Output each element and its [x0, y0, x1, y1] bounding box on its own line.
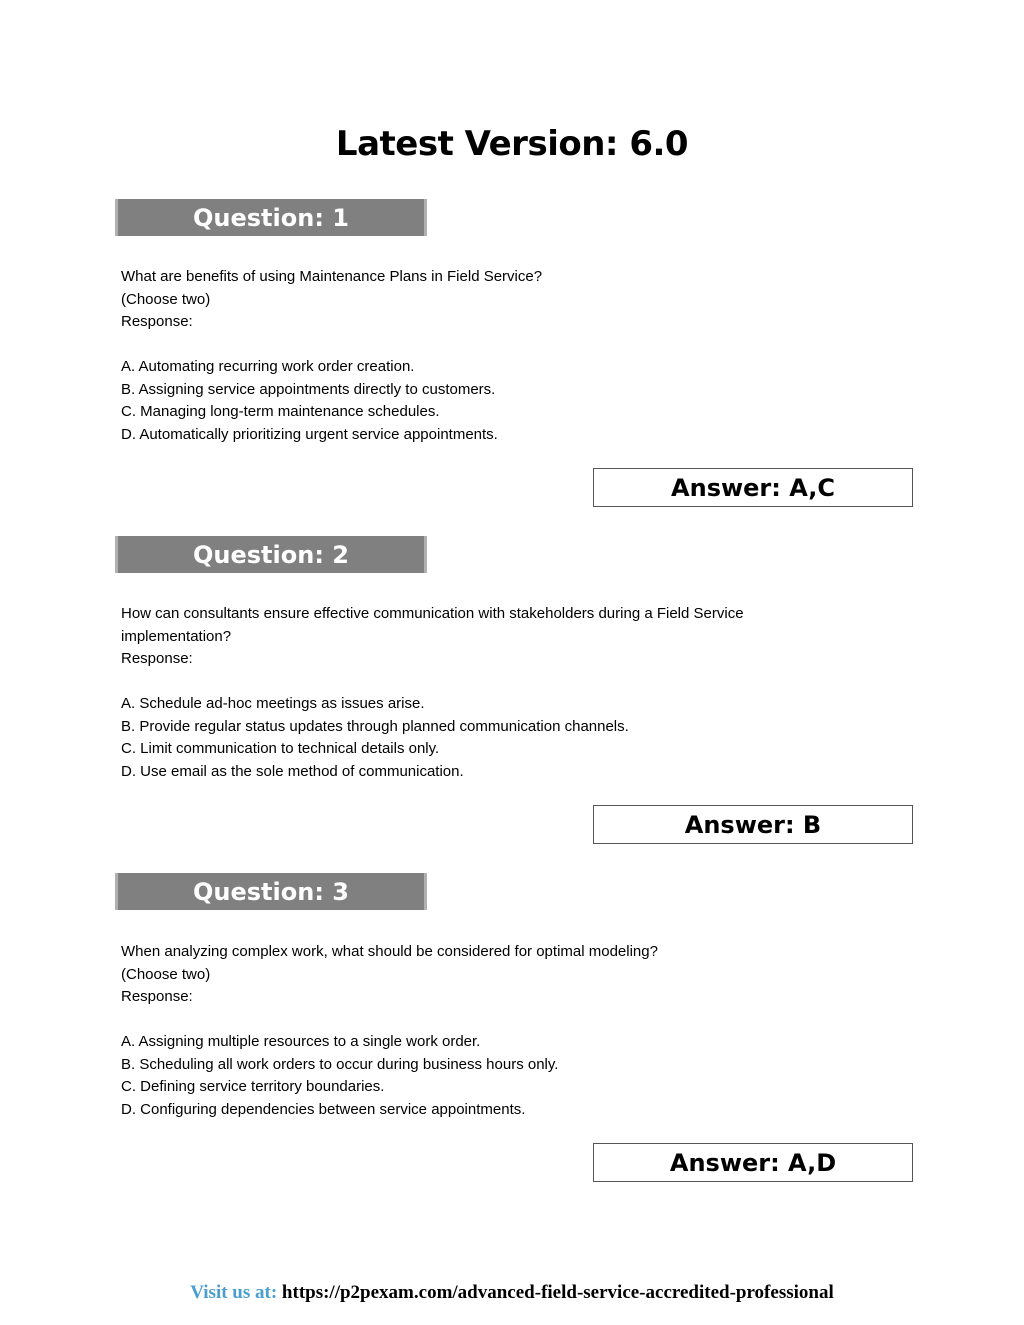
footer — [0, 1282, 1024, 1304]
question-3-body — [121, 941, 901, 1121]
answer-option-d: D. Use email as the sole method of communication. — [121, 762, 464, 780]
answer-option-c: C. Managing long-term maintenance schedules. — [121, 403, 440, 420]
question-text-line: What are benefits of using Maintenance Plans in Field Service? — [121, 268, 543, 285]
question-text-line: How can consultants ensure effective communication with stakeholders during a Field Service — [121, 605, 744, 622]
question-1-header: Question: 1 — [115, 199, 427, 236]
answer-option-c: C. Defining service territory boundaries. — [121, 1078, 385, 1095]
answer-option-b: B. Assigning service appointments directly to customers. — [121, 380, 496, 398]
question-3-answer-box: Answer: A,D — [593, 1143, 913, 1182]
footer-link[interactable]: https://p2pexam.com/advanced-field-service-accredited-professional — [281, 1282, 834, 1303]
question-1-answer-box: Answer: A,C — [593, 468, 913, 507]
answer-option-c: C. Limit communication to technical details only. — [121, 740, 440, 757]
question-2-answer-box: Answer: B — [593, 805, 913, 844]
question-2-header: Question: 2 — [115, 536, 427, 573]
answer-option-a: A. Schedule ad-hoc meetings as issues arise. — [121, 695, 425, 712]
footer-label: Visit us at: — [190, 1282, 278, 1303]
answer-option-a: A. Automating recurring work order creation. — [121, 358, 415, 375]
question-text-line: (Choose two) — [121, 290, 211, 308]
answer-option-b: B. Scheduling all work orders to occur during business hours only. — [121, 1055, 559, 1073]
question-text-line: Response: — [121, 313, 193, 330]
question-2-body — [121, 603, 901, 783]
page-title: Latest Version: 6.0 — [335, 124, 689, 164]
question-text-line: Response: — [121, 988, 193, 1005]
question-1-body — [121, 266, 901, 446]
answer-option-b: B. Provide regular status updates through planned communication channels. — [121, 717, 629, 735]
answer-option-d: D. Automatically prioritizing urgent service appointments. — [121, 425, 498, 443]
question-text-line: implementation? — [121, 627, 232, 645]
answer-option-a: A. Assigning multiple resources to a single work order. — [121, 1033, 481, 1050]
answer-option-d: D. Configuring dependencies between service appointments. — [121, 1100, 526, 1118]
question-text-line: Response: — [121, 650, 193, 667]
question-3-header: Question: 3 — [115, 873, 427, 910]
question-text-line: (Choose two) — [121, 965, 211, 983]
question-text-line: When analyzing complex work, what should be considered for optimal modeling? — [121, 943, 658, 960]
